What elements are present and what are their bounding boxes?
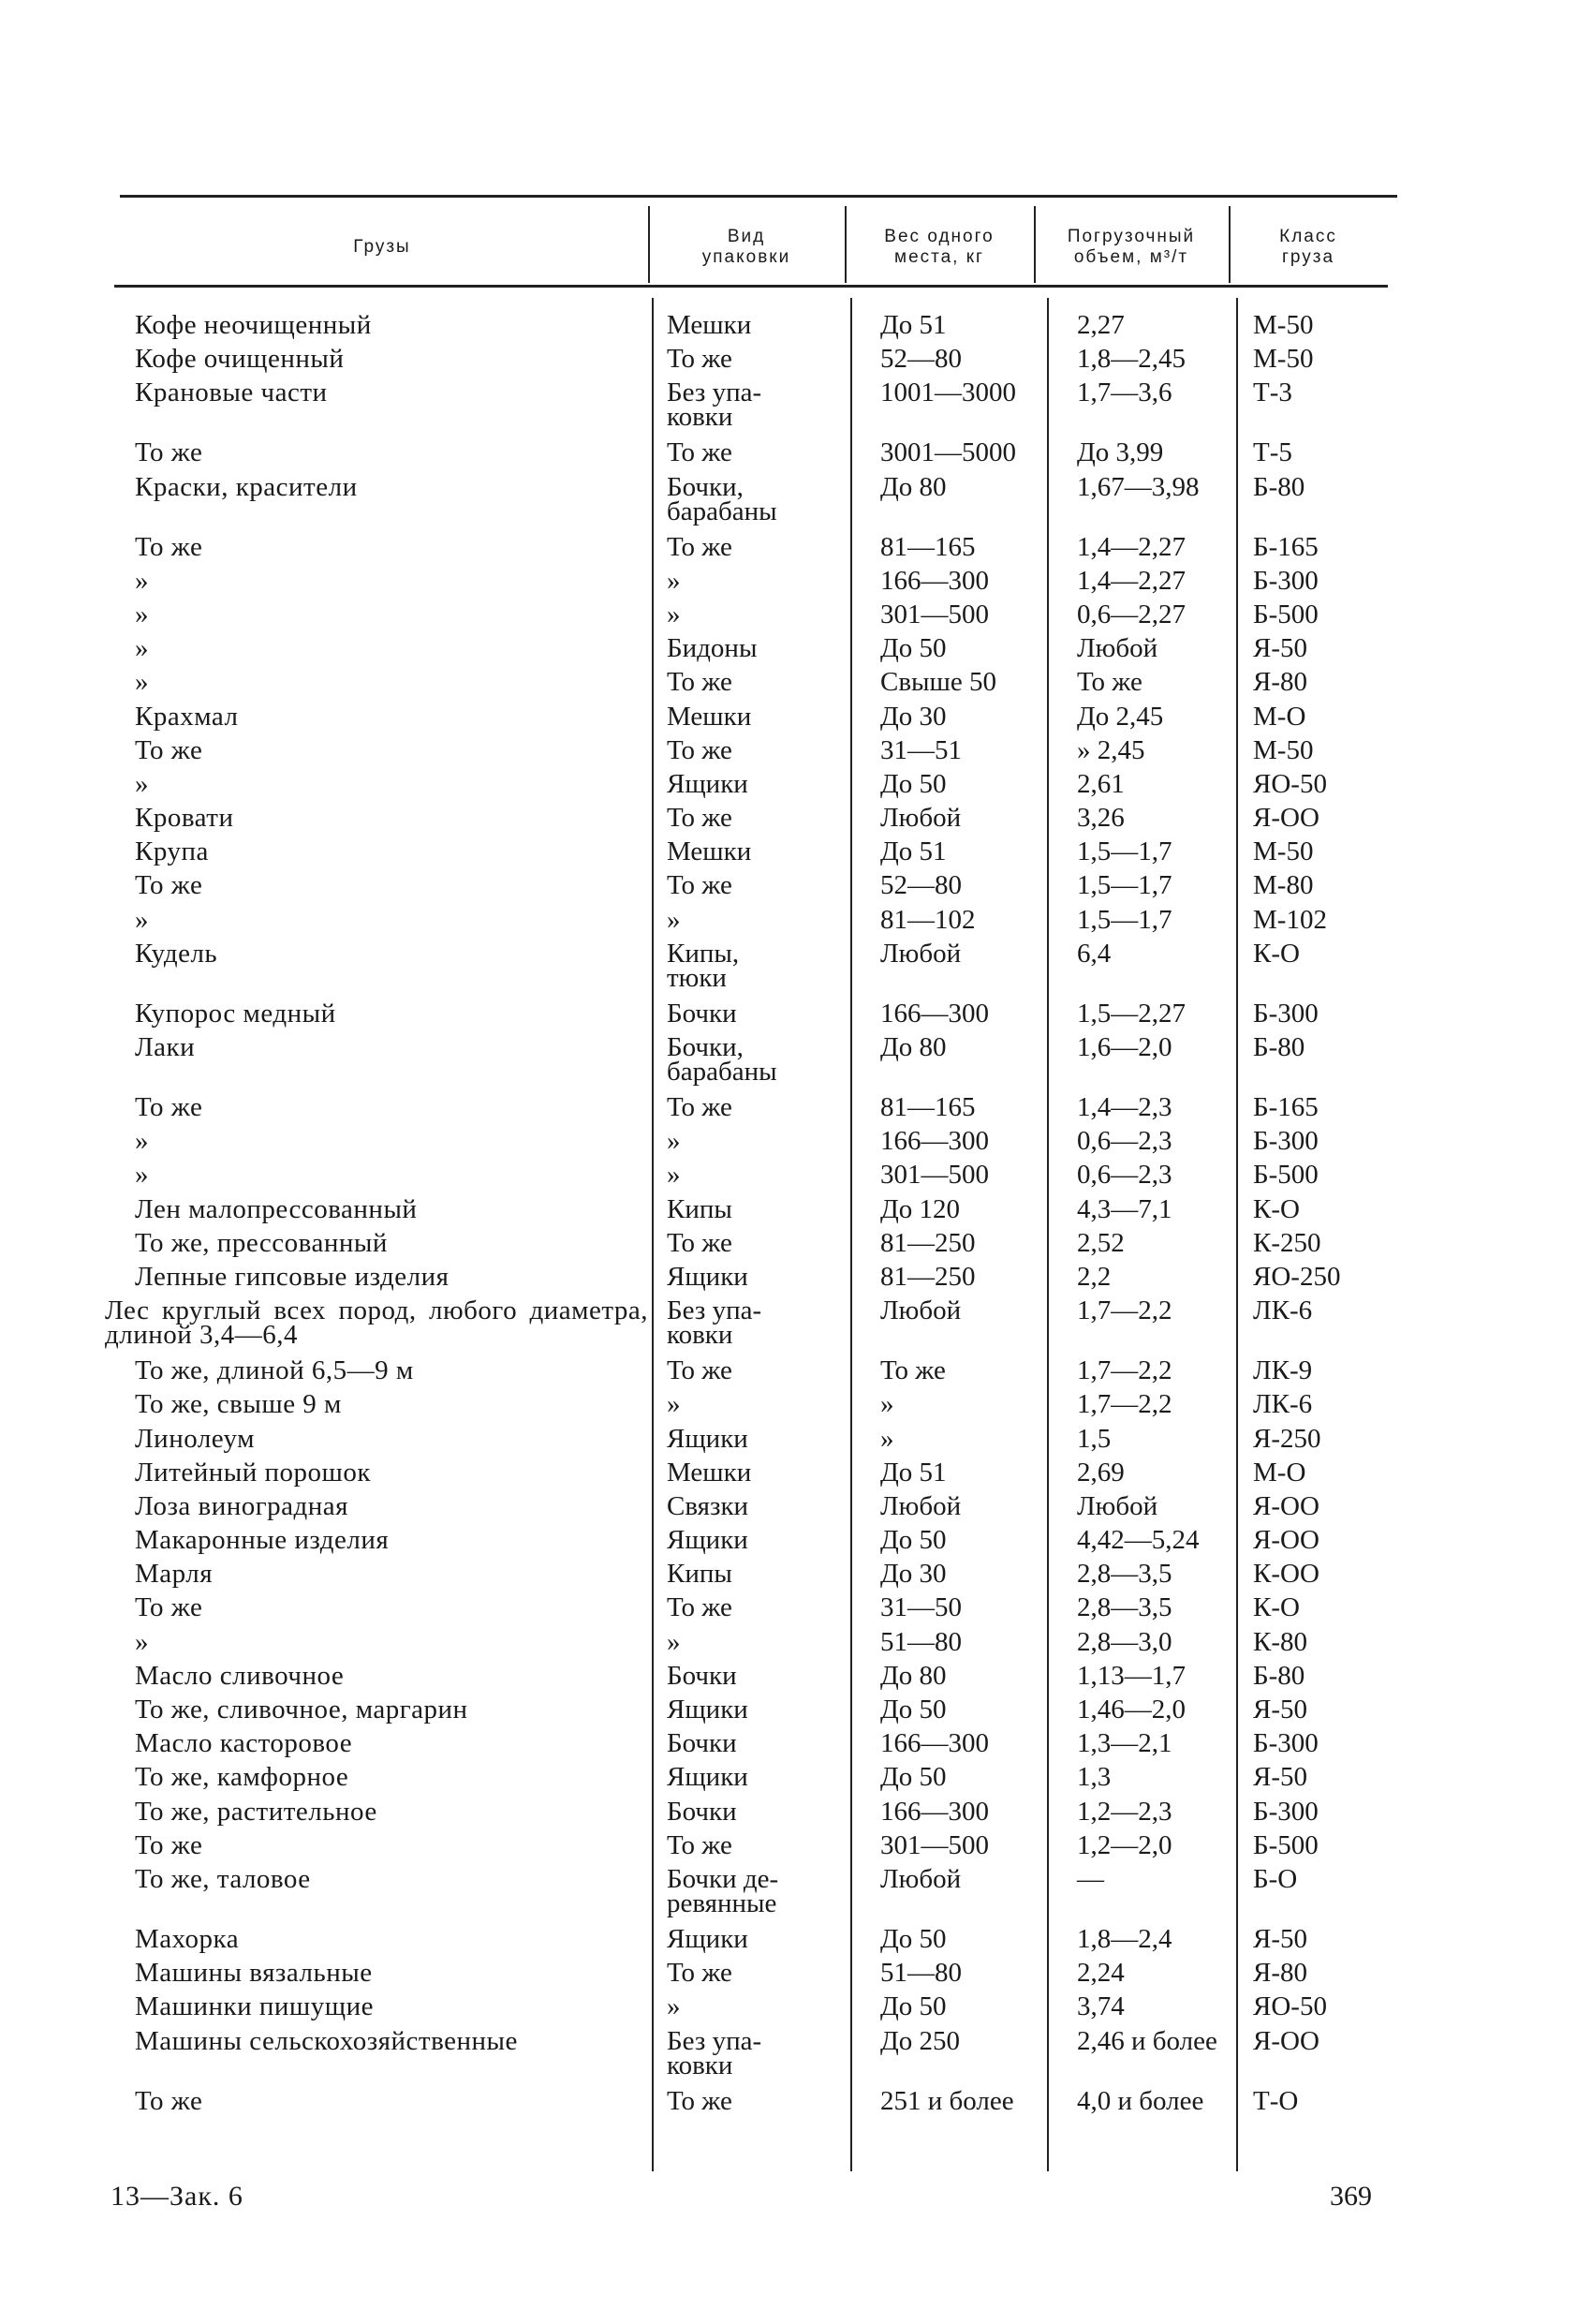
cargo-name: Крахмал — [135, 701, 239, 732]
cargo-class: Б-80 — [1253, 1032, 1305, 1062]
stowage-volume: 1,46—2,0 — [1077, 1695, 1186, 1724]
header-cargo: Грузы — [353, 237, 411, 257]
table-row — [0, 1295, 1592, 1358]
table-row — [0, 1829, 1592, 1867]
cargo-name: » — [135, 1160, 149, 1191]
table-row — [0, 310, 1592, 347]
packaging-type: » — [667, 565, 681, 596]
cargo-class: Б-165 — [1253, 531, 1319, 562]
unit-weight: » — [880, 1423, 894, 1454]
cargo-name: То же, свыше 9 м — [135, 1389, 342, 1420]
cargo-class: Я-ОО — [1253, 2025, 1319, 2056]
cargo-name: » — [135, 904, 149, 935]
cargo-name: Лес круглый всех пород, любого диаметра, длиной 3,4—6,4 — [105, 1295, 648, 1351]
unit-weight: 81—250 — [880, 1227, 976, 1258]
cargo-class: Б-500 — [1253, 1160, 1319, 1191]
cargo-class: М-102 — [1253, 904, 1327, 935]
stowage-volume: 0,6—2,3 — [1077, 1126, 1172, 1157]
cargo-class: Б-300 — [1253, 565, 1319, 596]
table-row — [0, 1490, 1592, 1528]
cargo-name: Машинки пишущие — [135, 1991, 374, 2022]
packaging-type: То же — [667, 1092, 732, 1122]
stowage-volume: 1,5 — [1077, 1423, 1112, 1454]
unit-weight: До 51 — [880, 310, 947, 340]
cargo-name: То же — [135, 870, 203, 901]
table-row — [0, 2025, 1592, 2089]
table-row — [0, 1728, 1592, 1765]
table-row — [0, 1457, 1592, 1494]
table-row — [0, 938, 1592, 1001]
stowage-volume: 2,8—3,0 — [1077, 1626, 1172, 1657]
unit-weight: До 80 — [880, 1660, 947, 1691]
cargo-class: Я-80 — [1253, 1958, 1307, 1989]
cargo-name: Лен малопрессованный — [135, 1193, 418, 1224]
table-row — [0, 2085, 1592, 2123]
cargo-class: Б-80 — [1253, 471, 1305, 502]
unit-weight: До 80 — [880, 1032, 947, 1062]
cargo-class: М-80 — [1253, 870, 1314, 901]
cargo-class: К-250 — [1253, 1227, 1321, 1258]
cargo-name: То же, растительное — [135, 1796, 377, 1827]
cargo-name: » — [135, 768, 149, 799]
stowage-volume: 4,0 и более — [1077, 2085, 1204, 2116]
table-row — [0, 531, 1592, 569]
table-row — [0, 734, 1592, 772]
table-body — [0, 310, 1592, 2123]
stowage-volume: Любой — [1077, 1490, 1158, 1521]
stowage-volume: 1,7—3,6 — [1077, 377, 1172, 408]
cargo-name: Лоза виноградная — [135, 1490, 349, 1521]
stowage-volume: 1,8—2,4 — [1077, 1923, 1172, 1954]
cargo-name: То же, сливочное, маргарин — [135, 1695, 468, 1724]
packaging-type: Ящики — [667, 1423, 748, 1454]
unit-weight: 166—300 — [880, 1126, 989, 1157]
cargo-name: То же, длиной 6,5—9 м — [135, 1355, 414, 1386]
packaging-type: То же — [667, 1355, 732, 1386]
stowage-volume: 1,67—3,98 — [1077, 471, 1200, 502]
cargo-class: К-О — [1253, 938, 1300, 969]
stowage-volume: До 3,99 — [1077, 437, 1164, 468]
unit-weight: 251 и более — [880, 2085, 1014, 2116]
table-row — [0, 1355, 1592, 1392]
unit-weight: 31—51 — [880, 734, 962, 765]
packaging-type: » — [667, 1991, 681, 2022]
cargo-class: Б-165 — [1253, 1092, 1319, 1122]
stowage-volume: 1,13—1,7 — [1077, 1660, 1186, 1691]
packaging-type: Ящики — [667, 1923, 748, 1954]
packaging-type: Бочки — [667, 1660, 737, 1691]
table-row — [0, 1092, 1592, 1129]
cargo-name: Масло касторовое — [135, 1728, 353, 1759]
unit-weight: 51—80 — [880, 1958, 962, 1989]
cargo-name: Макаронные изделия — [135, 1525, 390, 1556]
unit-weight: До 50 — [880, 1923, 947, 1954]
unit-weight: Любой — [880, 1295, 962, 1326]
unit-weight: До 120 — [880, 1193, 961, 1224]
stowage-volume: 1,4—2,27 — [1077, 531, 1186, 562]
packaging-type: То же — [667, 870, 732, 901]
table-row — [0, 803, 1592, 839]
packaging-type: То же — [667, 1958, 732, 1989]
cargo-class: Б-О — [1253, 1863, 1298, 1894]
cargo-name: То же, прессованный — [135, 1227, 388, 1258]
unit-weight: 166—300 — [880, 1796, 989, 1827]
packaging-type: Ящики — [667, 1695, 748, 1724]
packaging-type: Без упа- ковки — [667, 377, 762, 433]
stowage-volume: 2,69 — [1077, 1457, 1125, 1488]
cargo-class: Б-500 — [1253, 599, 1319, 629]
packaging-type: То же — [667, 437, 732, 468]
packaging-type: Бочки — [667, 1728, 737, 1759]
cargo-name: Кофе неочищенный — [135, 310, 372, 340]
cargo-class: Я-50 — [1253, 1762, 1307, 1793]
stowage-volume: 1,7—2,2 — [1077, 1295, 1172, 1326]
unit-weight: До 30 — [880, 1559, 947, 1590]
cargo-class: Т-О — [1253, 2085, 1299, 2116]
unit-weight: 81—165 — [880, 1092, 976, 1122]
unit-weight: 31—50 — [880, 1592, 962, 1623]
unit-weight: 301—500 — [880, 1160, 989, 1191]
cargo-name: » — [135, 1626, 149, 1657]
packaging-type: Ящики — [667, 768, 748, 799]
cargo-class: Я-50 — [1253, 633, 1307, 664]
cargo-class: Я-ОО — [1253, 1490, 1319, 1521]
stowage-volume: 1,5—1,7 — [1077, 870, 1172, 901]
cargo-name: » — [135, 565, 149, 596]
stowage-volume: 1,6—2,0 — [1077, 1032, 1172, 1062]
cargo-class: М-50 — [1253, 836, 1314, 867]
stowage-volume: 4,42—5,24 — [1077, 1525, 1200, 1556]
packaging-type: Мешки — [667, 701, 752, 732]
packaging-type: Кипы, тюки — [667, 938, 740, 993]
cargo-name: Линолеум — [135, 1423, 255, 1454]
unit-weight: 81—102 — [880, 904, 976, 935]
cargo-name: » — [135, 667, 149, 698]
stowage-volume: 1,8—2,45 — [1077, 344, 1186, 375]
unit-weight: До 250 — [880, 2025, 961, 2056]
cargo-name: Машины сельскохозяйственные — [135, 2025, 518, 2056]
stowage-volume: 2,8—3,5 — [1077, 1559, 1172, 1590]
packaging-type: Ящики — [667, 1762, 748, 1793]
stowage-volume: 1,7—2,2 — [1077, 1389, 1172, 1420]
cargo-name: Литейный порошок — [135, 1457, 371, 1488]
unit-weight: Любой — [880, 803, 962, 834]
cargo-name: То же — [135, 1829, 203, 1860]
cargo-class: М-50 — [1253, 734, 1314, 765]
cargo-class: Б-80 — [1253, 1660, 1305, 1691]
cargo-class: ЯО-250 — [1253, 1261, 1341, 1292]
packaging-type: Связки — [667, 1490, 749, 1521]
table-row — [0, 870, 1592, 907]
cargo-class: К-О — [1253, 1193, 1300, 1224]
cargo-name: Масло сливочное — [135, 1660, 345, 1691]
stowage-volume: 1,5—1,7 — [1077, 904, 1172, 935]
unit-weight: 301—500 — [880, 599, 989, 629]
table-row — [0, 1626, 1592, 1664]
table-row — [0, 437, 1592, 474]
cargo-class: К-ОО — [1253, 1559, 1319, 1590]
cargo-name: Махорка — [135, 1923, 240, 1954]
stowage-volume: 1,5—2,27 — [1077, 998, 1186, 1029]
stowage-volume: 2,27 — [1077, 310, 1125, 340]
table-row — [0, 1863, 1592, 1927]
packaging-type: » — [667, 1389, 681, 1420]
cargo-class: Я-ОО — [1253, 1525, 1319, 1556]
stowage-volume: 2,8—3,5 — [1077, 1592, 1172, 1623]
packaging-type: Бочки, барабаны — [667, 1032, 777, 1087]
cargo-name: » — [135, 633, 149, 664]
cargo-class: М-О — [1253, 1457, 1306, 1488]
stowage-volume: 1,2—2,0 — [1077, 1829, 1172, 1860]
table-row — [0, 1525, 1592, 1562]
table-row — [0, 1762, 1592, 1799]
table-row — [0, 1660, 1592, 1697]
packaging-type: То же — [667, 344, 732, 375]
packaging-type: Бидоны — [667, 633, 758, 664]
cargo-class: Я-50 — [1253, 1923, 1307, 1954]
unit-weight: До 50 — [880, 633, 947, 664]
table-row — [0, 1162, 1592, 1196]
cargo-class: М-О — [1253, 701, 1306, 732]
table-row — [0, 768, 1592, 806]
cargo-name: Кровати — [135, 803, 234, 834]
cargo-class: ЛК-9 — [1253, 1355, 1313, 1386]
packaging-type: Кипы — [667, 1559, 732, 1590]
unit-weight: 81—165 — [880, 531, 976, 562]
unit-weight: До 50 — [880, 1991, 947, 2022]
table-row — [0, 1126, 1592, 1162]
stowage-volume: 2,46 и более — [1077, 2025, 1217, 2056]
cargo-name: Крановые части — [135, 377, 328, 408]
print-order-note: 13—Зак. 6 — [111, 2181, 243, 2212]
packaging-type: Без упа- ковки — [667, 2025, 762, 2080]
cargo-class: ЯО-50 — [1253, 1991, 1327, 2022]
cargo-name: То же — [135, 2085, 203, 2116]
stowage-volume: До 2,45 — [1077, 701, 1164, 732]
cargo-name: Кудель — [135, 938, 218, 969]
packaging-type: » — [667, 904, 681, 935]
unit-weight: Любой — [880, 938, 962, 969]
table-header-rule — [114, 285, 1388, 288]
stowage-volume: 3,26 — [1077, 803, 1125, 834]
cargo-name: Машины вязальные — [135, 1958, 373, 1989]
header-packaging: Вид упаковки — [701, 227, 791, 267]
table-row — [0, 377, 1592, 440]
unit-weight: До 80 — [880, 471, 947, 502]
header-class: Класс груза — [1279, 227, 1337, 267]
cargo-name: Кофе очищенный — [135, 344, 345, 375]
cargo-class: ЯО-50 — [1253, 768, 1327, 799]
table-row — [0, 633, 1592, 670]
unit-weight: До 51 — [880, 1457, 947, 1488]
unit-weight: Любой — [880, 1490, 962, 1521]
cargo-class: Б-300 — [1253, 1796, 1319, 1827]
unit-weight: » — [880, 1389, 894, 1420]
table-row — [0, 1923, 1592, 1961]
cargo-class: ЛК-6 — [1253, 1389, 1313, 1420]
table-row — [0, 904, 1592, 941]
stowage-volume: 1,3—2,1 — [1077, 1728, 1172, 1759]
cargo-name: Лепные гипсовые изделия — [135, 1261, 450, 1292]
packaging-type: Без упа- ковки — [667, 1295, 762, 1351]
table-row — [0, 471, 1592, 535]
unit-weight: Любой — [880, 1863, 962, 1894]
table-row — [0, 998, 1592, 1035]
packaging-type: » — [667, 1160, 681, 1191]
unit-weight: 166—300 — [880, 1728, 989, 1759]
table-row — [0, 1389, 1592, 1426]
table-row — [0, 836, 1592, 873]
cargo-class: К-80 — [1253, 1626, 1307, 1657]
table-row — [0, 1559, 1592, 1595]
stowage-volume: 0,6—2,3 — [1077, 1160, 1172, 1191]
unit-weight: До 50 — [880, 768, 947, 799]
unit-weight: До 50 — [880, 1695, 947, 1724]
table-row — [0, 1991, 1592, 2028]
cargo-name: Лаки — [135, 1032, 196, 1062]
packaging-type: » — [667, 1626, 681, 1657]
unit-weight: 166—300 — [880, 565, 989, 596]
packaging-type: Ящики — [667, 1525, 748, 1556]
packaging-type: То же — [667, 1227, 732, 1258]
packaging-type: То же — [667, 531, 732, 562]
cargo-class: К-О — [1253, 1592, 1300, 1623]
cargo-class: Т-5 — [1253, 437, 1292, 468]
header-volume: Погрузочный объем, м³/т — [1067, 227, 1196, 267]
table-row — [0, 1227, 1592, 1265]
cargo-name: То же, таловое — [135, 1863, 311, 1894]
unit-weight: 301—500 — [880, 1829, 989, 1860]
table-row — [0, 1958, 1592, 1994]
stowage-volume: 1,3 — [1077, 1762, 1112, 1793]
unit-weight: 81—250 — [880, 1261, 976, 1292]
unit-weight: То же — [880, 1355, 946, 1386]
stowage-volume: Любой — [1077, 633, 1158, 664]
stowage-volume: » 2,45 — [1077, 734, 1145, 765]
unit-weight: 52—80 — [880, 870, 962, 901]
table-row — [0, 701, 1592, 738]
unit-weight: Свыше 50 — [880, 667, 996, 698]
packaging-type: Ящики — [667, 1261, 748, 1292]
stowage-volume: 1,5—1,7 — [1077, 836, 1172, 867]
unit-weight: До 50 — [880, 1762, 947, 1793]
page-number: 369 — [1330, 2181, 1372, 2212]
stowage-volume: 2,2 — [1077, 1261, 1112, 1292]
unit-weight: До 51 — [880, 836, 947, 867]
cargo-name: То же, камфорное — [135, 1762, 349, 1793]
cargo-class: Я-50 — [1253, 1695, 1307, 1724]
stowage-volume: 1,2—2,3 — [1077, 1796, 1172, 1827]
packaging-type: Бочки, барабаны — [667, 471, 777, 526]
stowage-volume: 6,4 — [1077, 938, 1112, 969]
packaging-type: То же — [667, 1592, 732, 1623]
cargo-class: Я-80 — [1253, 667, 1307, 698]
cargo-name: Купорос медный — [135, 998, 336, 1029]
stowage-volume: 4,3—7,1 — [1077, 1193, 1172, 1224]
stowage-volume: 3,74 — [1077, 1991, 1125, 2022]
table-row — [0, 667, 1592, 703]
stowage-volume: 1,4—2,3 — [1077, 1092, 1172, 1122]
unit-weight: 1001—3000 — [880, 377, 1016, 408]
unit-weight: 3001—5000 — [880, 437, 1016, 468]
packaging-type: Бочки — [667, 1796, 737, 1827]
cargo-name: То же — [135, 1592, 203, 1623]
packaging-type: Бочки де- ревянные — [667, 1863, 779, 1918]
cargo-name: То же — [135, 437, 203, 468]
packaging-type: То же — [667, 734, 732, 765]
cargo-name: » — [135, 1126, 149, 1157]
packaging-type: То же — [667, 803, 732, 834]
table-top-rule — [120, 195, 1397, 198]
cargo-class: Я-250 — [1253, 1423, 1321, 1454]
table-row — [0, 1796, 1592, 1833]
table-row — [0, 1423, 1592, 1460]
stowage-volume: — — [1077, 1863, 1104, 1894]
packaging-type: Бочки — [667, 998, 737, 1029]
cargo-name: Краски, красители — [135, 471, 358, 502]
packaging-type: То же — [667, 667, 732, 698]
cargo-class: Б-500 — [1253, 1829, 1319, 1860]
packaging-type: » — [667, 599, 681, 629]
table-row — [0, 565, 1592, 602]
table-row — [0, 599, 1592, 636]
unit-weight: До 30 — [880, 701, 947, 732]
cargo-class: М-50 — [1253, 344, 1314, 375]
packaging-type: То же — [667, 2085, 732, 2116]
cargo-class: Т-3 — [1253, 377, 1292, 408]
header-weight: Вес одного места, кг — [884, 227, 995, 267]
cargo-class: М-50 — [1253, 310, 1314, 340]
cargo-name: То же — [135, 1092, 203, 1122]
stowage-volume: 2,52 — [1077, 1227, 1125, 1258]
packaging-type: » — [667, 1126, 681, 1157]
unit-weight: До 50 — [880, 1525, 947, 1556]
packaging-type: Мешки — [667, 1457, 752, 1488]
cargo-class: Б-300 — [1253, 998, 1319, 1029]
cargo-name: То же — [135, 734, 203, 765]
packaging-type: Кипы — [667, 1193, 732, 1224]
stowage-volume: 0,6—2,27 — [1077, 599, 1186, 629]
stowage-volume: 1,4—2,27 — [1077, 565, 1186, 596]
unit-weight: 52—80 — [880, 344, 962, 375]
cargo-name: » — [135, 599, 149, 629]
cargo-name: То же — [135, 531, 203, 562]
stowage-volume: То же — [1077, 667, 1142, 698]
packaging-type: То же — [667, 1829, 732, 1860]
cargo-name: Марля — [135, 1559, 214, 1590]
table-row — [0, 1032, 1592, 1095]
table-row — [0, 1697, 1592, 1731]
table-row — [0, 1193, 1592, 1231]
cargo-class: Б-300 — [1253, 1126, 1319, 1157]
table-row — [0, 1261, 1592, 1298]
table-row — [0, 344, 1592, 380]
stowage-volume: 2,61 — [1077, 768, 1125, 799]
cargo-class: Б-300 — [1253, 1728, 1319, 1759]
unit-weight: 51—80 — [880, 1626, 962, 1657]
packaging-type: Мешки — [667, 836, 752, 867]
stowage-volume: 2,24 — [1077, 1958, 1125, 1989]
cargo-name: Крупа — [135, 836, 209, 867]
unit-weight: 166—300 — [880, 998, 989, 1029]
table-row — [0, 1592, 1592, 1629]
stowage-volume: 1,7—2,2 — [1077, 1355, 1172, 1386]
packaging-type: Мешки — [667, 310, 752, 340]
cargo-class: ЛК-6 — [1253, 1295, 1313, 1326]
cargo-class: Я-ОО — [1253, 803, 1319, 834]
